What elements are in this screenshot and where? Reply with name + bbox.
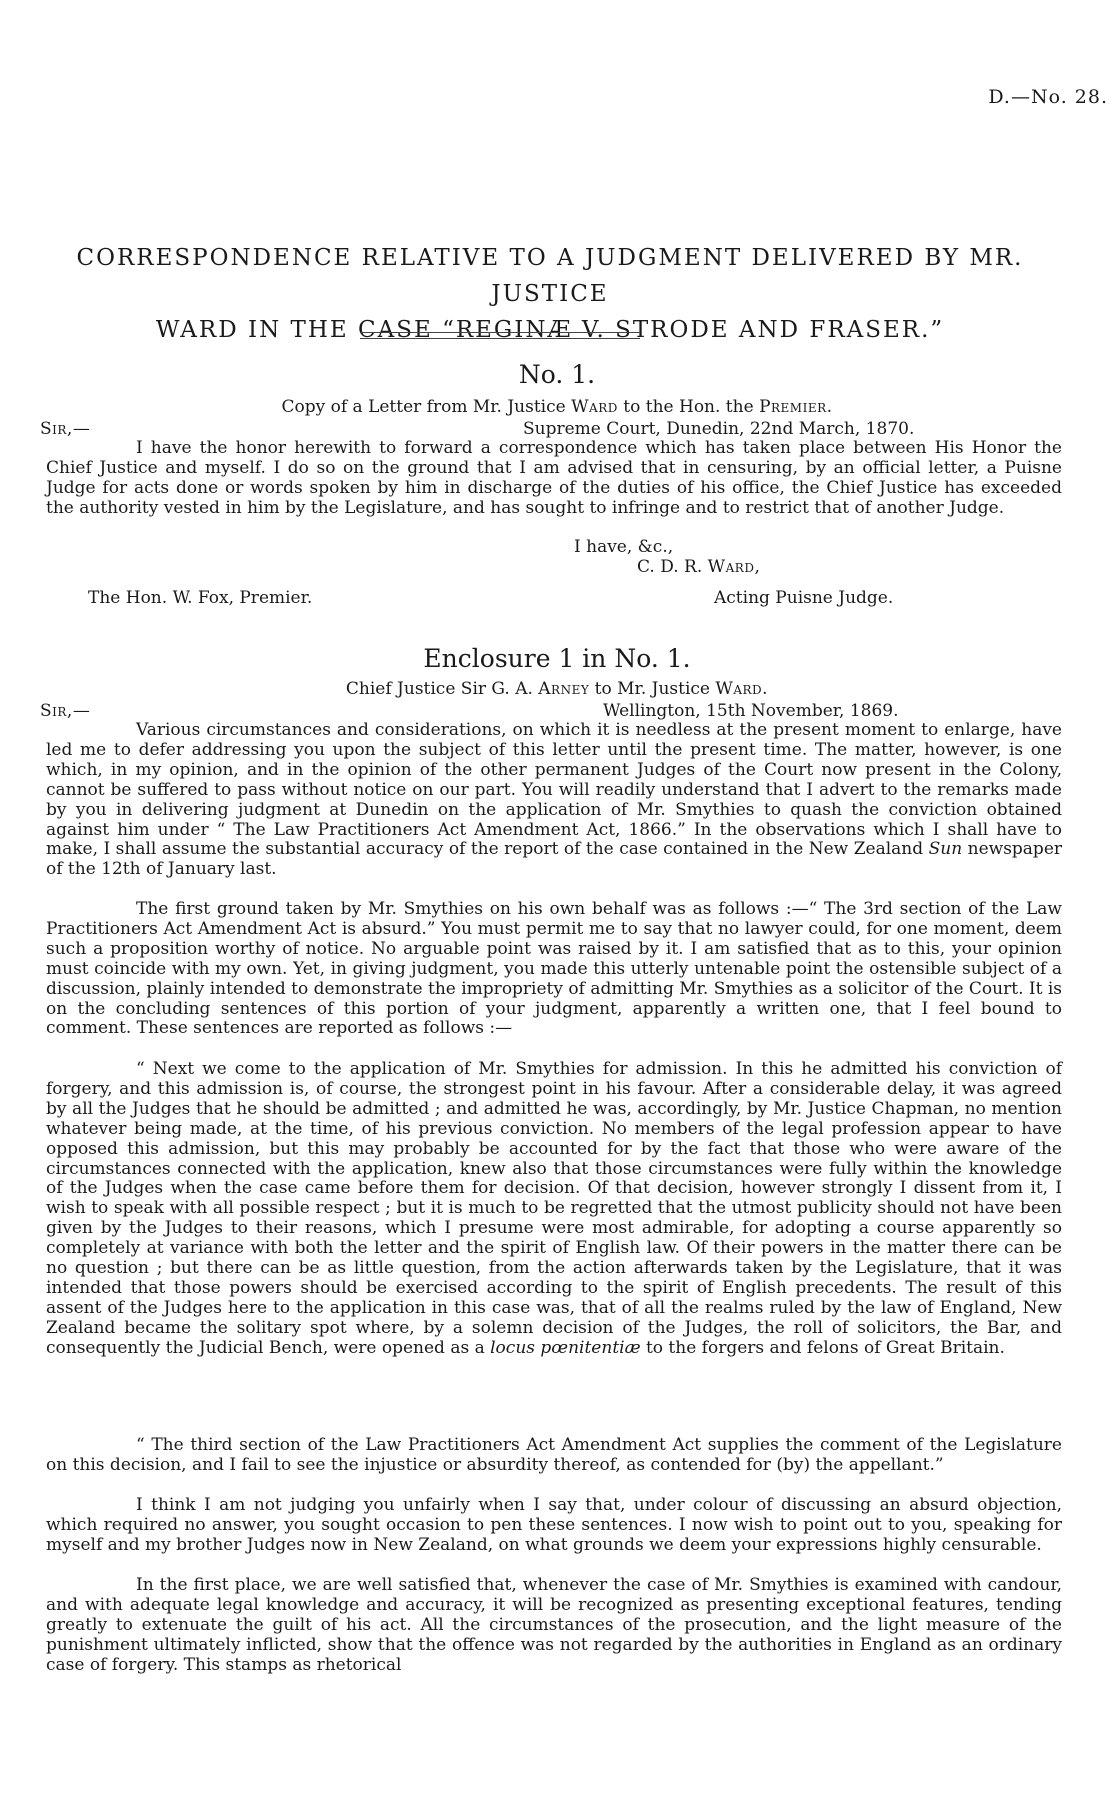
enclosure-paragraph-3 <box>46 1060 1062 1359</box>
letter-body: I have the honor herewith to forward a correspondence which has taken place between His Honor the Chief Justice and myself. I do so on the ground that I am advised that in censuring, by an official letter, a Puisne Judge for acts done or words spoken by him in discharge of the duties of his office, the Chief Justice has exceeded the authority vested in him by the Legislature, and has sought to infringe and to restrict that of another Judge. <box>46 438 1062 518</box>
enclosure-paragraph-5: I think I am not judging you unfairly when I say that, under colour of discussing an absurd objection, which required no answer, you sought occasion to pen these sentences. I now wish to point out to you, speaking for myself and my brother Judges now in New Zealand, on what grounds we deem your expressions highly censurable. <box>46 1495 1062 1555</box>
salutation-text: Sir,— <box>40 419 91 439</box>
paragraph-text: to the forgers and felons of Great Britain. <box>640 1337 1005 1358</box>
letter-address: Supreme Court, Dunedin, 22nd March, 1870. <box>523 419 915 439</box>
letter-subtitle <box>0 397 1114 417</box>
enclosure-paragraph-4: “ The third section of the Law Practitioners Act Amendment Act supplies the comment of the Legislature on this decision, and I fail to see the injustice or absurdity thereof, as contended for (by) the appellant.” <box>46 1435 1062 1475</box>
enclosure-salutation-text: Sir,— <box>40 701 91 721</box>
signature-title: Acting Puisne Judge. <box>714 588 894 608</box>
enclosure-heading: Enclosure 1 in No. 1. <box>423 644 691 673</box>
paragraph-text: Various circumstances and considerations, on which it is needless at the present moment to enlarge, have led me to defer addressing you upon the subject of this letter until the present time. The matter, however, is one which, in my opinion, and in the opinion of the other permanent Judges of the Court now present in the Colony, cannot be suffered to pass without notice on our part. You will readily understand that I advert to the remarks made by you in delivering judgment at Dunedin on the application of Mr. Smythies to quash the conviction obtained against him under “ The Law Practitioners Act Amendment Act, 1866.” In the observations which I shall have to make, I shall assume the substantial accuracy of the report of the case contained in the New Zealand <box>46 720 1062 860</box>
newspaper-name: Sun <box>928 839 963 860</box>
document-reference: D.—No. 28. <box>988 86 1108 108</box>
title-line-1: CORRESPONDENCE RELATIVE TO A JUDGMENT DELIVERED BY MR. JUSTICE <box>76 245 1024 307</box>
letter-subtitle-text-mid: to the Hon. the <box>617 397 760 417</box>
enclosure-salutation <box>40 701 90 721</box>
enclosure-paragraph-6: In the first place, we are well satisfied that, whenever the case of Mr. Smythies is examined with candour, and with adequate legal knowledge and accuracy, it will be recognized as presenting exceptional features, tending greatly to extenuate the guilt of his act. All the circumstances of the prosecution, and the light measure of the punishment ultimately inflicted, show that the offence was not regarded by the authorities in England as an ordinary case of forgery. This stamps as rhetorical <box>46 1575 1062 1675</box>
letter-subtitle-text: Copy of a Letter from Mr. Justice <box>281 397 572 417</box>
letter-recipient: The Hon. W. Fox, Premier. <box>88 588 313 608</box>
signature-name: Ward, <box>707 557 761 577</box>
letter-salutation <box>40 419 90 439</box>
letter-signature <box>637 557 760 577</box>
latin-phrase: locus pœnitentiæ <box>490 1337 641 1358</box>
enclosure-address: Wellington, 15th November, 1869. <box>603 701 899 721</box>
enclosure-subtitle-recipient: Ward. <box>715 679 769 699</box>
letter-closing: I have, &c., <box>574 537 674 557</box>
letter-subtitle-name: Ward <box>571 397 618 417</box>
title-divider-bottom <box>360 338 640 339</box>
enclosure-paragraph-2: The first ground taken by Mr. Smythies on his own behalf was as follows :—“ The 3rd section of the Law Practitioners Act Amendment Act is absurd.” You must permit me to say that no lawyer could, for one moment, deem such a proposition worthy of notice. No arguable point was raised by it. I am satisfied that as to this, your opinion must coincide with my own. Yet, in giving judgment, you made this utterly untenable point the ostensible subject of a discussion, plainly intended to demonstrate the impropriety of admitting Mr. Smythies as a solicitor of the Court. It is on the concluding sentences of this portion of your judgment, apparently a written one, that I feel bound to comment. These sentences are reported as follows :— <box>46 899 1062 1039</box>
letter-heading: No. 1. <box>518 360 596 389</box>
signature-initials: C. D. R. <box>637 557 708 577</box>
enclosure-subtitle <box>0 679 1114 699</box>
enclosure-subtitle-text: Chief Justice Sir G. A. <box>345 679 539 699</box>
enclosure-subtitle-name: Arney <box>538 679 590 699</box>
enclosure-paragraph-1 <box>46 721 1062 880</box>
title-divider-top <box>360 332 640 333</box>
letter-subtitle-recipient: Premier. <box>759 397 833 417</box>
paragraph-text: newspaper of the 12th of January last. <box>46 839 1063 880</box>
enclosure-subtitle-text-mid: to Mr. Justice <box>589 679 716 699</box>
title-line-2: WARD IN THE CASE “REGINÆ V. STRODE AND FRASER.” <box>155 317 945 343</box>
paragraph-text: “ Next we come to the application of Mr. Smythies for admission. In this he admitted his conviction of forgery, and this admission is, of course, the strongest point in his favour. After a considerable delay, it was agreed by all the Judges that he should be admitted ; and admitted he was, accordingly, by Mr. Justice Chapman, no mention whatever being made, at the time, of his previous conviction. No members of the legal profession appear to have opposed this admission, but this may probably be accounted for by the fact that those who were aware of the circumstances connected with the application, knew also that those circumstances were fully within the knowledge of the Judges when the case came before them for decision. Of that decision, however strongly I dissent from it, I wish to speak with all possible respect ; but it is much to be regretted that the utmost publicity should not have been given by the Judges to their reasons, which I presume were most admirable, for adopting a course apparently so completely at variance with both the letter and the spirit of English law. Of their powers in the matter there can be no question ; but there can be as little question, from the action afterwards taken by the Legislature, that it was intended that those powers should be exercised according to the spirit of English precedents. The result of this assent of the Judges here to the application in this case was, that of all the realms ruled by the law of England, New Zealand became the solitary spot where, by a solemn decision of the Judges, the roll of solicitors, the Bar, and consequently the Judicial Bench, were opened as a <box>46 1059 1062 1358</box>
